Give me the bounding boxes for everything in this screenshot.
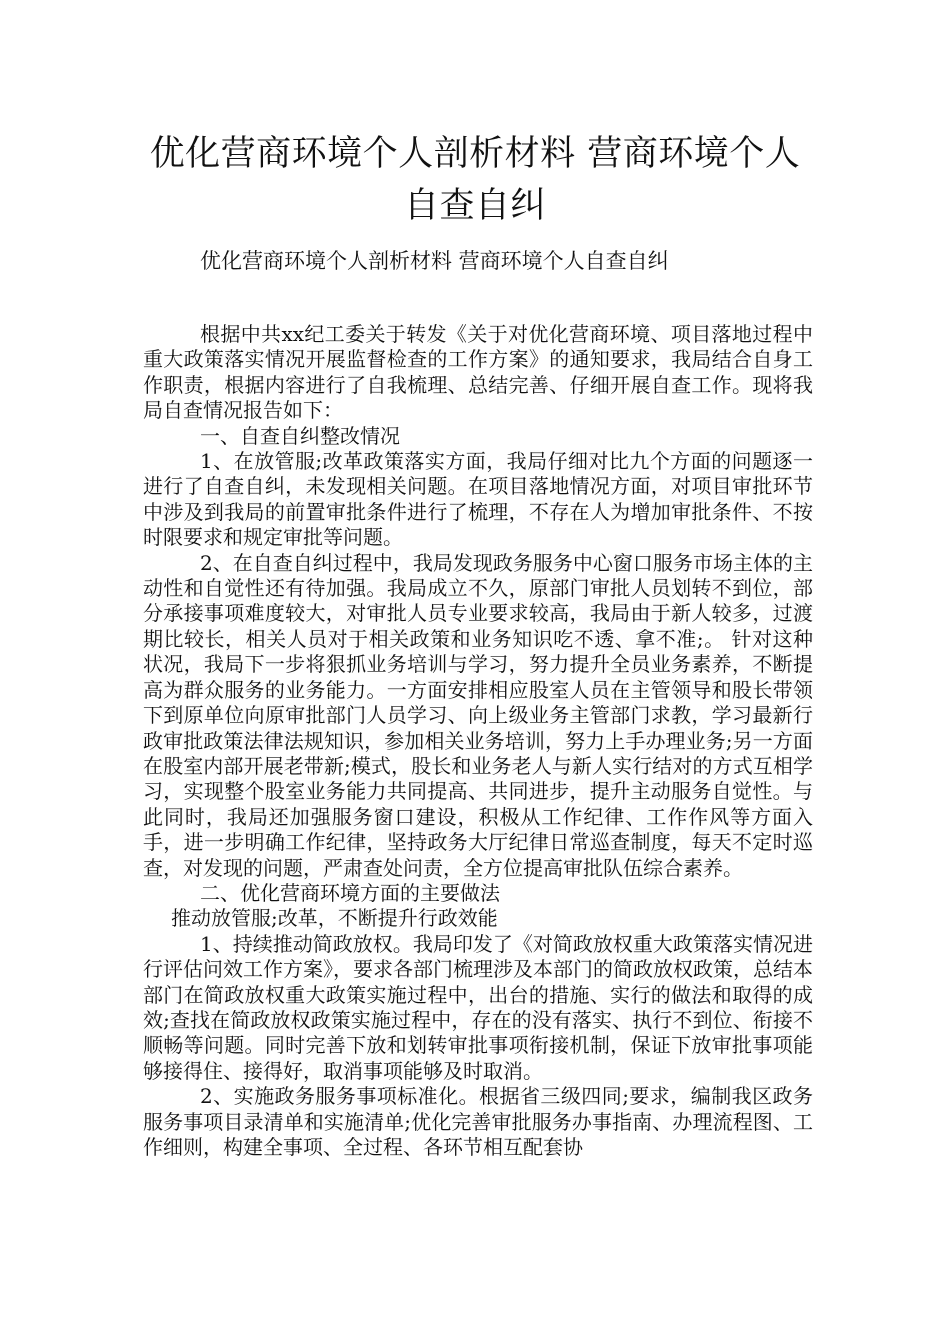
document-title: 优化营商环境个人剖析材料 营商环境个人自查自纠: [149, 134, 801, 226]
paragraph-intro: 根据中共xx纪工委关于转发《关于对优化营商环境、项目落地过程中重大政策落实情况开展监督检查的工作方案》的通知要求，我局结合自身工作职责，根据内容进行了自我梳理、总结完善、仔细开展自查工作。现将我局自查情况报告如下：: [143, 322, 813, 423]
paragraph-measure-2: 2、实施政务服务事项标准化。根据省三级四同;要求，编制我区政务服务事项目录清单和实施清单;优化完善审批服务办事指南、办理流程图、工作细则，构建全事项、全过程、各环节相互配套协: [143, 1084, 813, 1159]
paragraph-item-2: 2、在自查自纠过程中，我局发现政务服务中心窗口服务市场主体的主动性和自觉性还有待加强。我局成立不久，原部门审批人员划转不到位，部分承接事项难度较大，对审批人员专业要求较高，我局由于新人较多，过渡期比较长，相关人员对于相关政策和业务知识吃不透、拿不准;。 针对这种状况，我局下一步将狠抓业务培训与学习，努力提升全员业务素养，不断提高为群众服务的业务能力。一方面安排相应股室人员在主管领导和股长带领下到原单位向原审批部门人员学习、向上级业务主管部门求教，学习最新行政审批政策法律法规知识，参加相关业务培训，努力上手办理业务;另一方面在股室内部开展老带新;模式，股长和业务老人与新人实行结对的方式互相学习，实现整个股室业务能力共同提高、共同进步，提升主动服务自觉性。与此同时，我局还加强服务窗口建设，积极从工作纪律、工作作风等方面入手，进一步明确工作纪律，坚持政务大厅纪律日常巡查制度，每天不定时巡查，对发现的问题，严肃查处问责，全方位提高审批队伍综合素养。: [143, 550, 813, 880]
section-heading-2: 二、优化营商环境方面的主要做法: [200, 880, 500, 905]
paragraph-measure-1: 1、持续推动简政放权。我局印发了《对简政放权重大政策落实情况进行评估问效工作方案》，要求各部门梳理涉及本部门的简政放权政策，总结本部门在简政放权重大政策实施过程中，出台的措施、实行的做法和取得的成效;查找在简政放权政策实施过程中，存在的没有落实、执行不到位、衔接不顺畅等问题。同时完善下放和划转审批事项衔接机制，保证下放审批事项能够接得住、接得好，取消事项能够及时取消。: [143, 931, 813, 1083]
paragraph-item-1: 1、在放管服;改革政策落实方面，我局仔细对比九个方面的问题逐一进行了自查自纠，未发现相关问题。在项目落地情况方面，对项目审批环节中涉及到我局的前置审批条件进行了梳理，不存在人为增加审批条件、不按时限要求和规定审批等问题。: [143, 449, 813, 550]
document-subtitle: 优化营商环境个人剖析材料 营商环境个人自查自纠: [200, 249, 669, 273]
document-body: [143, 322, 813, 1160]
subheading: 推动放管服;改革，不断提升行政效能: [171, 906, 498, 931]
section-heading-1: 一、自查自纠整改情况: [200, 423, 400, 448]
